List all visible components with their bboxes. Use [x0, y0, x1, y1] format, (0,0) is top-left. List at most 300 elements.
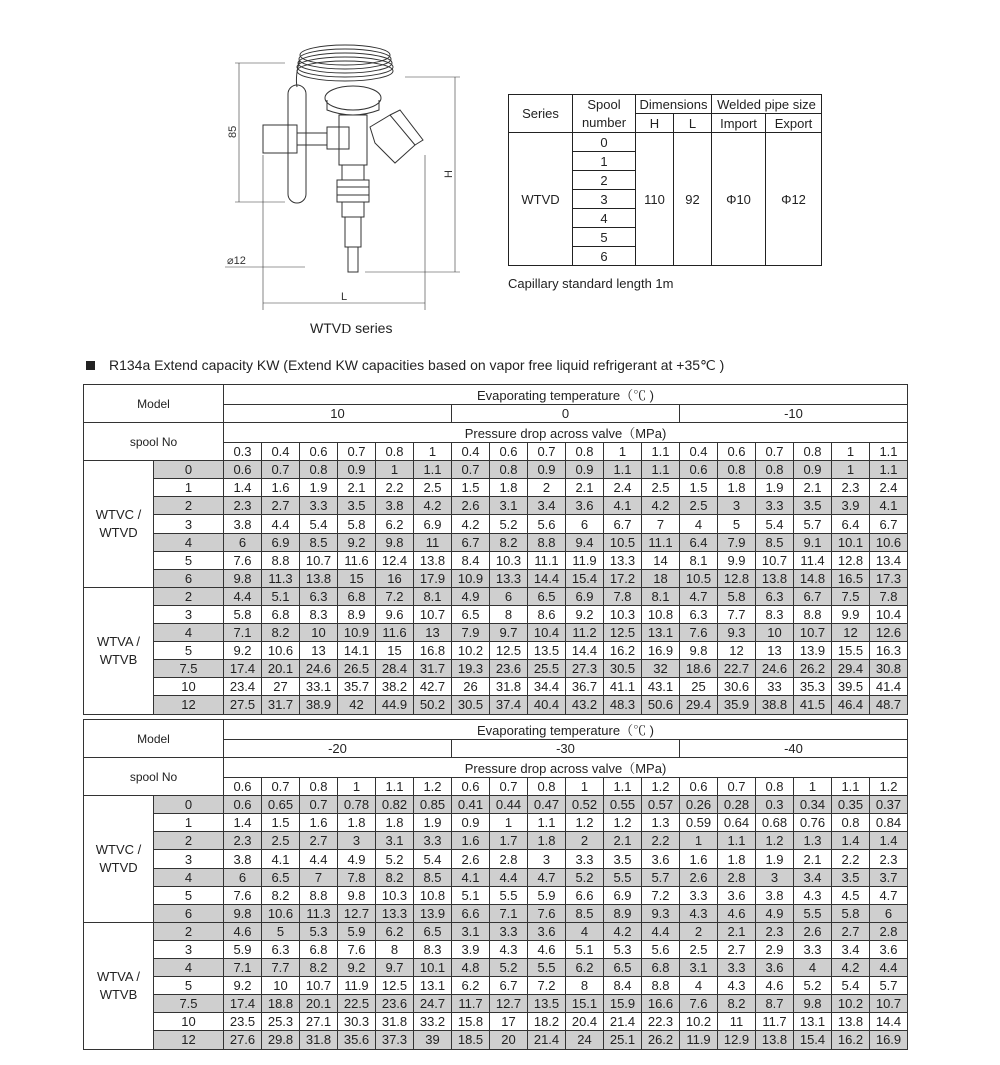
- capacity-cell: 1.9: [414, 814, 452, 832]
- capacity-cell: 9.8: [794, 995, 832, 1013]
- capacity-cell: 3.3: [566, 850, 604, 868]
- dimension-spec-table: [508, 94, 822, 266]
- capacity-cell: 3: [338, 832, 376, 850]
- capacity-cell: 0.8: [832, 814, 870, 832]
- capacity-cell: 12.9: [718, 1031, 756, 1049]
- series-value: WTVD: [509, 133, 573, 266]
- pressure-value: 0.6: [452, 778, 490, 796]
- header-l: L: [674, 114, 712, 133]
- capacity-cell: 5.5: [490, 886, 528, 904]
- capacity-cell: 31.8: [300, 1031, 338, 1049]
- capacity-cell: 8.2: [718, 995, 756, 1013]
- capacity-cell: 8: [566, 977, 604, 995]
- capacity-cell: 15.1: [566, 995, 604, 1013]
- capacity-cell: 2.4: [870, 479, 908, 497]
- capacity-cell: 0.7: [300, 796, 338, 814]
- capacity-cell: 33.1: [300, 678, 338, 696]
- capacity-cell: 16.2: [832, 1031, 870, 1049]
- pressure-value: 0.3: [224, 443, 262, 461]
- header-h: H: [636, 114, 674, 133]
- capacity-cell: 25.1: [604, 1031, 642, 1049]
- capacity-cell: 1.3: [794, 832, 832, 850]
- header-series: Series: [509, 95, 573, 133]
- capacity-cell: 18.6: [680, 660, 718, 678]
- capacity-cell: 3.6: [528, 922, 566, 940]
- capacity-cell: 0.55: [604, 796, 642, 814]
- capacity-cell: 20.1: [300, 995, 338, 1013]
- capacity-cell: 3.3: [490, 922, 528, 940]
- capacity-cell: 6: [870, 904, 908, 922]
- capacity-cell: 8.2: [490, 533, 528, 551]
- capacity-cell: 2.5: [642, 479, 680, 497]
- capacity-cell: 7.1: [224, 624, 262, 642]
- capacity-cell: 10.4: [528, 624, 566, 642]
- spool-number-cell: 2: [154, 587, 224, 605]
- capacity-cell: 10.7: [300, 977, 338, 995]
- capacity-cell: 13.1: [642, 624, 680, 642]
- capacity-cell: 8.2: [376, 868, 414, 886]
- capacity-cell: 1.2: [566, 814, 604, 832]
- capacity-cell: 22.3: [642, 1013, 680, 1031]
- capacity-cell: 7.1: [224, 959, 262, 977]
- capacity-cell: 1: [832, 461, 870, 479]
- spool-number-cell: 1: [154, 814, 224, 832]
- spool-number-cell: 5: [154, 551, 224, 569]
- pressure-value: 1: [414, 443, 452, 461]
- capacity-cell: 5.9: [338, 922, 376, 940]
- capacity-cell: 13.1: [794, 1013, 832, 1031]
- capacity-cell: 10.9: [338, 624, 376, 642]
- capacity-cell: 36.7: [566, 678, 604, 696]
- capacity-cell: 35.7: [338, 678, 376, 696]
- l-value: 92: [674, 133, 712, 266]
- spool-number-cell: 0: [154, 461, 224, 479]
- capacity-cell: 8.3: [414, 940, 452, 958]
- capacity-cell: 7.6: [528, 904, 566, 922]
- capacity-cell: 7.6: [224, 551, 262, 569]
- capacity-cell: 1.1: [642, 461, 680, 479]
- capacity-cell: 10: [300, 624, 338, 642]
- capacity-cell: 5.5: [528, 959, 566, 977]
- capacity-cell: 13.9: [414, 904, 452, 922]
- capacity-cell: 27.6: [224, 1031, 262, 1049]
- capacity-cell: 18.2: [528, 1013, 566, 1031]
- capacity-cell: 26.5: [338, 660, 376, 678]
- capacity-cell: 4.7: [870, 886, 908, 904]
- capacity-cell: 30.6: [718, 678, 756, 696]
- capacity-cell: 15.8: [452, 1013, 490, 1031]
- capacity-cell: 0.9: [338, 461, 376, 479]
- capacity-cell: 3.9: [452, 940, 490, 958]
- spool-number-cell: 5: [154, 977, 224, 995]
- capacity-cell: 4.4: [300, 850, 338, 868]
- capacity-cell: 0.34: [794, 796, 832, 814]
- capacity-cell: 3: [528, 850, 566, 868]
- capacity-cell: 46.4: [832, 696, 870, 714]
- capacity-cell: 19.3: [452, 660, 490, 678]
- capacity-cell: 1.9: [300, 479, 338, 497]
- capacity-cell: 1.6: [452, 832, 490, 850]
- capacity-cell: 41.4: [870, 678, 908, 696]
- capacity-cell: 3.1: [680, 959, 718, 977]
- capacity-cell: 16.2: [604, 642, 642, 660]
- capacity-cell: 2.3: [870, 850, 908, 868]
- capacity-cell: 1.9: [756, 479, 794, 497]
- model-group-label: [84, 587, 154, 714]
- capacity-cell: 6.3: [756, 587, 794, 605]
- capacity-cell: 4.1: [870, 497, 908, 515]
- capacity-cell: 4.9: [452, 587, 490, 605]
- capacity-cell: 40.4: [528, 696, 566, 714]
- capacity-cell: 4.1: [604, 497, 642, 515]
- capacity-cell: 1.9: [756, 850, 794, 868]
- capacity-cell: 33.2: [414, 1013, 452, 1031]
- capacity-cell: 18: [642, 569, 680, 587]
- capacity-cell: 6: [224, 868, 262, 886]
- pressure-value: 1.2: [870, 778, 908, 796]
- square-bullet-icon: [86, 361, 95, 370]
- model-group-line: WTVA /: [96, 969, 141, 985]
- capacity-cell: 0.78: [338, 796, 376, 814]
- capacity-cell: 9.3: [718, 624, 756, 642]
- capacity-cell: 1.8: [490, 479, 528, 497]
- capacity-cell: 4.6: [756, 977, 794, 995]
- spool-number-cell: 4: [154, 959, 224, 977]
- capacity-cell: 0.7: [262, 461, 300, 479]
- capacity-cell: 6.3: [680, 605, 718, 623]
- capacity-cell: 43.1: [642, 678, 680, 696]
- capacity-cell: 48.3: [604, 696, 642, 714]
- capacity-cell: 10.3: [376, 886, 414, 904]
- capacity-cell: 1.7: [490, 832, 528, 850]
- pressure-value: 1.1: [604, 778, 642, 796]
- capacity-cell: 2.1: [794, 479, 832, 497]
- pressure-value: 0.8: [756, 778, 794, 796]
- model-group-label: [84, 796, 154, 923]
- capacity-cell: 5.9: [224, 940, 262, 958]
- spool-number-cell: 2: [154, 497, 224, 515]
- capacity-cell: 7.2: [376, 587, 414, 605]
- capacity-cell: 10.6: [262, 642, 300, 660]
- capacity-table-low: [83, 719, 908, 1050]
- capacity-cell: 20.4: [566, 1013, 604, 1031]
- capacity-cell: 0.57: [642, 796, 680, 814]
- capillary-note: Capillary standard length 1m: [508, 276, 674, 291]
- capacity-cell: 6.8: [262, 605, 300, 623]
- capacity-cell: 8.8: [262, 551, 300, 569]
- capacity-cell: 15.9: [604, 995, 642, 1013]
- capacity-cell: 26.2: [794, 660, 832, 678]
- capacity-cell: 6.7: [490, 977, 528, 995]
- capacity-cell: 2.9: [756, 940, 794, 958]
- capacity-cell: 2.1: [718, 922, 756, 940]
- capacity-cell: 1.8: [376, 814, 414, 832]
- capacity-cell: 4.3: [718, 977, 756, 995]
- pressure-value: 0.6: [224, 778, 262, 796]
- capacity-cell: 6: [566, 515, 604, 533]
- capacity-cell: 10.2: [452, 642, 490, 660]
- capacity-cell: 29.8: [262, 1031, 300, 1049]
- capacity-cell: 9.2: [338, 959, 376, 977]
- capacity-cell: 0.84: [870, 814, 908, 832]
- pressure-value: 0.8: [376, 443, 414, 461]
- capacity-cell: 24: [566, 1031, 604, 1049]
- capacity-cell: 9.2: [566, 605, 604, 623]
- capacity-cell: 27.5: [224, 696, 262, 714]
- capacity-cell: 16.9: [642, 642, 680, 660]
- model-group-label: [84, 922, 154, 1049]
- pressure-value: 0.7: [490, 778, 528, 796]
- capacity-cell: 8.5: [414, 868, 452, 886]
- capacity-cell: 8.2: [262, 886, 300, 904]
- capacity-cell: 1.8: [718, 479, 756, 497]
- capacity-cell: 6.5: [414, 922, 452, 940]
- spool-number-cell: 7.5: [154, 995, 224, 1013]
- capacity-cell: 6.7: [604, 515, 642, 533]
- capacity-cell: 1.1: [604, 461, 642, 479]
- capacity-cell: 12.4: [376, 551, 414, 569]
- section-title-text: R134a Extend capacity KW (Extend KW capacities based on vapor free liquid refrigerant at +35℃ ): [109, 357, 725, 373]
- pressure-value: 0.4: [452, 443, 490, 461]
- capacity-cell: 10.3: [604, 605, 642, 623]
- capacity-cell: 2: [528, 479, 566, 497]
- capacity-cell: 10.1: [414, 959, 452, 977]
- capacity-cell: 9.3: [642, 904, 680, 922]
- capacity-cell: 8.8: [794, 605, 832, 623]
- spool-cell: 5: [573, 228, 636, 247]
- capacity-cell: 3.3: [718, 959, 756, 977]
- capacity-cell: 7.7: [262, 959, 300, 977]
- capacity-cell: 39: [414, 1031, 452, 1049]
- capacity-cell: 23.5: [224, 1013, 262, 1031]
- pressure-value: 1.1: [642, 443, 680, 461]
- capacity-cell: 8.5: [756, 533, 794, 551]
- header-export: Export: [766, 114, 822, 133]
- capacity-cell: 1.6: [680, 850, 718, 868]
- capacity-cell: 7.6: [224, 886, 262, 904]
- capacity-cell: 18.5: [452, 1031, 490, 1049]
- capacity-cell: 6.2: [376, 515, 414, 533]
- capacity-cell: 5.3: [604, 940, 642, 958]
- pressure-value: 0.8: [528, 778, 566, 796]
- capacity-cell: 0.8: [300, 461, 338, 479]
- capacity-cell: 8: [490, 605, 528, 623]
- capacity-cell: 8.2: [300, 959, 338, 977]
- capacity-cell: 4.3: [794, 886, 832, 904]
- capacity-cell: 17.4: [224, 995, 262, 1013]
- capacity-cell: 0.6: [680, 461, 718, 479]
- capacity-cell: 0.9: [566, 461, 604, 479]
- pressure-value: 1.1: [832, 778, 870, 796]
- capacity-cell: 14.4: [566, 642, 604, 660]
- diaphragm-head: [325, 86, 381, 110]
- capacity-cell: 7.9: [718, 533, 756, 551]
- capacity-cell: 3.6: [566, 497, 604, 515]
- capacity-cell: 4.4: [870, 959, 908, 977]
- capacity-cell: 1.6: [262, 479, 300, 497]
- pressure-value: 0.7: [718, 778, 756, 796]
- capacity-cell: 17.3: [870, 569, 908, 587]
- capacity-cell: 6.2: [376, 922, 414, 940]
- capacity-cell: 10.6: [262, 904, 300, 922]
- capacity-cell: 3.5: [794, 497, 832, 515]
- capacity-cell: 0.9: [528, 461, 566, 479]
- capacity-cell: 6.5: [262, 868, 300, 886]
- capacity-cell: 9.9: [832, 605, 870, 623]
- spool-number-cell: 12: [154, 696, 224, 714]
- capacity-cell: 3.4: [528, 497, 566, 515]
- capacity-cell: 9.7: [490, 624, 528, 642]
- capacity-cell: 11.4: [794, 551, 832, 569]
- capacity-cell: 5.7: [794, 515, 832, 533]
- pressure-value: 0.7: [338, 443, 376, 461]
- capacity-cell: 13.5: [528, 642, 566, 660]
- capacity-cell: 10.7: [300, 551, 338, 569]
- pressure-value: 1.1: [376, 778, 414, 796]
- capacity-cell: 4.4: [490, 868, 528, 886]
- capacity-cell: 5.5: [604, 868, 642, 886]
- model-group-line: WTVD: [99, 525, 138, 541]
- capacity-cell: 30.3: [338, 1013, 376, 1031]
- capacity-cell: 10.2: [832, 995, 870, 1013]
- capacity-cell: 43.2: [566, 696, 604, 714]
- capacity-cell: 8.7: [756, 995, 794, 1013]
- capacity-cell: 1.2: [756, 832, 794, 850]
- capacity-cell: 4.1: [452, 868, 490, 886]
- capacity-cell: 3.3: [794, 940, 832, 958]
- temperature-header: -20: [224, 740, 452, 758]
- capacity-cell: 5.7: [870, 977, 908, 995]
- capacity-cell: 11.1: [642, 533, 680, 551]
- capacity-cell: 30.5: [452, 696, 490, 714]
- capacity-cell: 1.8: [528, 832, 566, 850]
- capacity-cell: 6.9: [414, 515, 452, 533]
- capacity-cell: 2: [680, 922, 718, 940]
- capacity-cell: 1.1: [870, 461, 908, 479]
- capacity-cell: 20: [490, 1031, 528, 1049]
- capacity-cell: 11.6: [338, 551, 376, 569]
- capacity-cell: 6.5: [604, 959, 642, 977]
- capacity-cell: 4.2: [604, 922, 642, 940]
- dimension-h-label: H: [443, 170, 455, 178]
- capacity-cell: 13: [414, 624, 452, 642]
- capacity-cell: 6.9: [566, 587, 604, 605]
- capacity-cell: 38.8: [756, 696, 794, 714]
- capacity-cell: 2.8: [718, 868, 756, 886]
- capacity-cell: 23.6: [376, 995, 414, 1013]
- temperature-header: 0: [452, 405, 680, 423]
- capacity-cell: 5.1: [566, 940, 604, 958]
- capacity-cell: 5.5: [794, 904, 832, 922]
- spool-no-header: spool No: [84, 423, 224, 461]
- capacity-cell: 6.8: [300, 940, 338, 958]
- capacity-cell: 0.47: [528, 796, 566, 814]
- capacity-cell: 2.7: [300, 832, 338, 850]
- capacity-cell: 9.2: [224, 977, 262, 995]
- capacity-cell: 6.5: [452, 605, 490, 623]
- capacity-cell: 2.7: [832, 922, 870, 940]
- capacity-cell: 12.7: [490, 995, 528, 1013]
- drawing-caption: [310, 320, 392, 338]
- capacity-cell: 4.3: [490, 940, 528, 958]
- capacity-cell: 9.2: [338, 533, 376, 551]
- spool-number-cell: 10: [154, 678, 224, 696]
- capacity-cell: 30.8: [870, 660, 908, 678]
- capacity-cell: 27: [262, 678, 300, 696]
- capacity-cell: 13.8: [832, 1013, 870, 1031]
- capacity-cell: 10.3: [490, 551, 528, 569]
- capacity-cell: 3.8: [224, 515, 262, 533]
- capacity-cell: 11.1: [528, 551, 566, 569]
- capacity-cell: 2.6: [680, 868, 718, 886]
- capacity-cell: 6: [224, 533, 262, 551]
- capacity-cell: 3.5: [338, 497, 376, 515]
- capacity-cell: 28.4: [376, 660, 414, 678]
- capacity-cell: 1.2: [604, 814, 642, 832]
- model-header: Model: [84, 720, 224, 758]
- capacity-cell: 1.4: [870, 832, 908, 850]
- capacity-cell: 11.3: [262, 569, 300, 587]
- capacity-cell: 2.7: [718, 940, 756, 958]
- capacity-cell: 13.8: [414, 551, 452, 569]
- capacity-cell: 4.2: [642, 497, 680, 515]
- capacity-cell: 5.2: [376, 850, 414, 868]
- capacity-cell: 6.9: [604, 886, 642, 904]
- capacity-cell: 10.2: [680, 1013, 718, 1031]
- capacity-cell: 4.7: [680, 587, 718, 605]
- capacity-cell: 22.7: [718, 660, 756, 678]
- capacity-cell: 14.8: [794, 569, 832, 587]
- capacity-cell: 8.4: [604, 977, 642, 995]
- capacity-cell: 1.4: [224, 814, 262, 832]
- model-group-line: WTVB: [99, 986, 138, 1002]
- spool-number-cell: 4: [154, 868, 224, 886]
- capacity-cell: 10.6: [870, 533, 908, 551]
- capacity-cell: 4.7: [528, 868, 566, 886]
- capacity-cell: 0.28: [718, 796, 756, 814]
- capacity-cell: 3.7: [870, 868, 908, 886]
- capacity-cell: 12: [718, 642, 756, 660]
- capacity-cell: 5.9: [528, 886, 566, 904]
- capacity-cell: 4.2: [452, 515, 490, 533]
- capacity-cell: 16.5: [832, 569, 870, 587]
- capacity-cell: 3: [756, 868, 794, 886]
- capacity-cell: 0.82: [376, 796, 414, 814]
- capacity-cell: 2.1: [566, 479, 604, 497]
- capacity-cell: 13.4: [870, 551, 908, 569]
- capacity-cell: 3.8: [376, 497, 414, 515]
- capacity-cell: 2: [566, 832, 604, 850]
- capacity-cell: 16: [376, 569, 414, 587]
- capacity-cell: 9.2: [224, 642, 262, 660]
- capacity-cell: 7.6: [338, 940, 376, 958]
- capacity-cell: 25.3: [262, 1013, 300, 1031]
- capacity-cell: 5: [718, 515, 756, 533]
- capacity-cell: 10.7: [870, 995, 908, 1013]
- capacity-cell: 7.8: [338, 868, 376, 886]
- capacity-cell: 3.6: [870, 940, 908, 958]
- capacity-cell: 2.8: [870, 922, 908, 940]
- capacity-cell: 1.5: [262, 814, 300, 832]
- spool-cell: 2: [573, 171, 636, 190]
- capacity-cell: 1: [680, 832, 718, 850]
- capacity-cell: 1.4: [224, 479, 262, 497]
- capacity-cell: 0.76: [794, 814, 832, 832]
- capacity-cell: 2.2: [832, 850, 870, 868]
- capacity-cell: 8.4: [452, 551, 490, 569]
- capacity-cell: 6.4: [680, 533, 718, 551]
- capacity-cell: 3.6: [642, 850, 680, 868]
